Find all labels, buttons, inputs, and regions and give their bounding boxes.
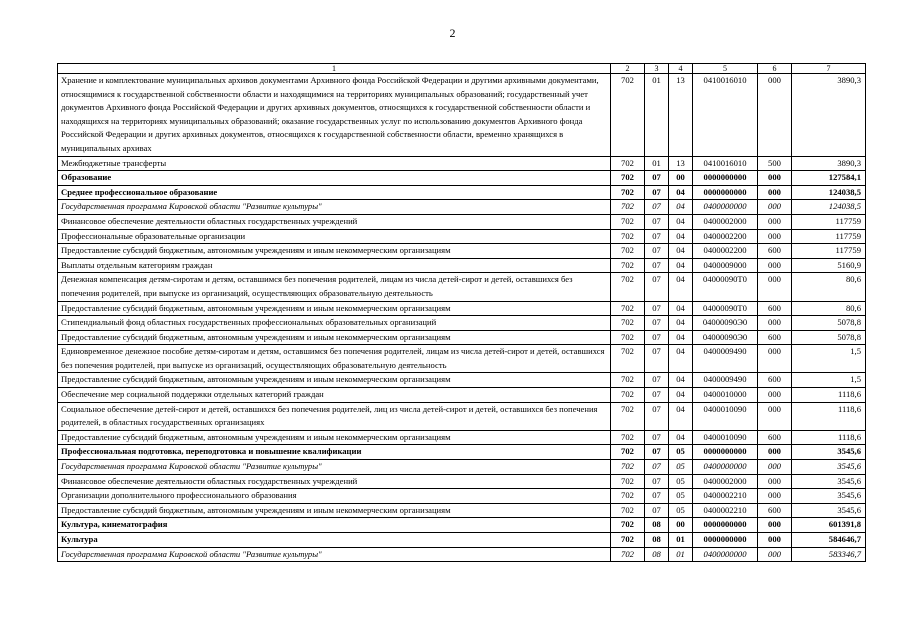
expense-type-cell: 000	[758, 171, 792, 186]
amount-cell: 1118,6	[792, 402, 866, 430]
department-code-cell: 702	[611, 316, 645, 331]
section-code-cell: 08	[645, 518, 669, 533]
department-code-cell: 702	[611, 185, 645, 200]
table-row	[58, 518, 866, 533]
department-code-cell: 702	[611, 273, 645, 301]
target-article-cell: 0400002210	[693, 503, 758, 518]
item-name-cell: Культура	[58, 533, 611, 548]
amount-cell: 124038,5	[792, 200, 866, 215]
item-name-cell: Государственная программа Кировской области "Развитие культуры"	[58, 460, 611, 475]
item-name-cell: Предоставление субсидий бюджетным, автономным учреждениям и иным некоммерческим организациям	[58, 301, 611, 316]
target-article-cell: 0000000000	[693, 445, 758, 460]
section-code-cell: 07	[645, 200, 669, 215]
section-code-cell: 07	[645, 330, 669, 345]
amount-cell: 117759	[792, 244, 866, 259]
item-name-cell: Организации дополнительного профессионального образования	[58, 489, 611, 504]
expense-type-cell: 600	[758, 373, 792, 388]
page-number: 2	[449, 26, 456, 40]
table-row	[58, 214, 866, 229]
expense-type-cell: 000	[758, 547, 792, 562]
expense-type-cell: 000	[758, 460, 792, 475]
amount-cell: 1,5	[792, 373, 866, 388]
table-row	[58, 489, 866, 504]
subsection-code-cell: 13	[669, 156, 693, 171]
target-article-cell: 0400002000	[693, 474, 758, 489]
expense-type-cell: 600	[758, 330, 792, 345]
department-code-cell: 702	[611, 402, 645, 430]
expense-type-cell: 000	[758, 402, 792, 430]
table-row	[58, 547, 866, 562]
budget-table	[57, 63, 866, 562]
amount-cell: 80,6	[792, 273, 866, 301]
section-code-cell: 07	[645, 345, 669, 373]
department-code-cell: 702	[611, 244, 645, 259]
amount-cell: 3890,3	[792, 156, 866, 171]
section-code-cell: 07	[645, 503, 669, 518]
subsection-code-cell: 04	[669, 229, 693, 244]
subsection-code-cell: 04	[669, 373, 693, 388]
section-code-cell: 07	[645, 373, 669, 388]
section-code-cell: 07	[645, 445, 669, 460]
header-cell: 2	[611, 64, 645, 74]
target-article-cell: 0410016010	[693, 74, 758, 157]
expense-type-cell: 000	[758, 345, 792, 373]
expense-type-cell: 000	[758, 214, 792, 229]
subsection-code-cell: 04	[669, 345, 693, 373]
item-name-cell: Образование	[58, 171, 611, 186]
item-name-cell: Денежная компенсация детям-сиротам и детям, оставшимся без попечения родителей, лицам из числа детей-сирот и детей, оставшихся без попечения родителей, при выпуске из организаций, осуществляющих образовательную деятельность	[58, 273, 611, 301]
table-row	[58, 171, 866, 186]
subsection-code-cell: 04	[669, 301, 693, 316]
department-code-cell: 702	[611, 430, 645, 445]
section-code-cell: 07	[645, 171, 669, 186]
table-row	[58, 445, 866, 460]
item-name-cell: Межбюджетные трансферты	[58, 156, 611, 171]
section-code-cell: 08	[645, 547, 669, 562]
subsection-code-cell: 01	[669, 533, 693, 548]
subsection-code-cell: 04	[669, 244, 693, 259]
expense-type-cell: 000	[758, 445, 792, 460]
expense-type-cell: 000	[758, 273, 792, 301]
target-article-cell: 0400000000	[693, 200, 758, 215]
item-name-cell: Стипендиальный фонд областных государственных профессиональных образовательных организаций	[58, 316, 611, 331]
amount-cell: 1118,6	[792, 388, 866, 403]
item-name-cell: Государственная программа Кировской области "Развитие культуры"	[58, 547, 611, 562]
target-article-cell: 0400010000	[693, 388, 758, 403]
subsection-code-cell: 04	[669, 430, 693, 445]
amount-cell: 80,6	[792, 301, 866, 316]
department-code-cell: 702	[611, 373, 645, 388]
section-code-cell: 07	[645, 185, 669, 200]
item-name-cell: Предоставление субсидий бюджетным, автономным учреждениям и иным некоммерческим организациям	[58, 244, 611, 259]
header-cell: 3	[645, 64, 669, 74]
table-row	[58, 258, 866, 273]
department-code-cell: 702	[611, 301, 645, 316]
amount-cell: 1,5	[792, 345, 866, 373]
department-code-cell: 702	[611, 445, 645, 460]
subsection-code-cell: 04	[669, 214, 693, 229]
department-code-cell: 702	[611, 171, 645, 186]
table-row	[58, 503, 866, 518]
subsection-code-cell: 04	[669, 316, 693, 331]
target-article-cell: 0000000000	[693, 518, 758, 533]
amount-cell: 601391,8	[792, 518, 866, 533]
header-cell: 4	[669, 64, 693, 74]
subsection-code-cell: 05	[669, 460, 693, 475]
expense-type-cell: 000	[758, 229, 792, 244]
item-name-cell: Среднее профессиональное образование	[58, 185, 611, 200]
subsection-code-cell: 05	[669, 489, 693, 504]
table-body	[58, 64, 866, 562]
table-row	[58, 301, 866, 316]
amount-cell: 124038,5	[792, 185, 866, 200]
subsection-code-cell: 05	[669, 445, 693, 460]
subsection-code-cell: 00	[669, 518, 693, 533]
header-cell: 5	[693, 64, 758, 74]
department-code-cell: 702	[611, 74, 645, 157]
item-name-cell: Единовременное денежное пособие детям-сиротам и детям, оставшимся без попечения родителей, лицам из числа детей-сирот и детей, оставшихся без попечения родителей, при выпуске из организаций, осуществляющих образовательную деятельность	[58, 345, 611, 373]
section-code-cell: 01	[645, 156, 669, 171]
department-code-cell: 702	[611, 474, 645, 489]
target-article-cell: 04000090Т0	[693, 273, 758, 301]
expense-type-cell: 600	[758, 503, 792, 518]
target-article-cell: 0000000000	[693, 185, 758, 200]
amount-cell: 117759	[792, 229, 866, 244]
subsection-code-cell: 04	[669, 200, 693, 215]
section-code-cell: 01	[645, 74, 669, 157]
amount-cell: 3545,6	[792, 489, 866, 504]
table-row	[58, 533, 866, 548]
target-article-cell: 0400002200	[693, 229, 758, 244]
section-code-cell: 07	[645, 214, 669, 229]
target-article-cell: 0000000000	[693, 171, 758, 186]
table-row	[58, 474, 866, 489]
section-code-cell: 07	[645, 229, 669, 244]
amount-cell: 127584,1	[792, 171, 866, 186]
subsection-code-cell: 00	[669, 171, 693, 186]
target-article-cell: 0400009490	[693, 345, 758, 373]
amount-cell: 3545,6	[792, 460, 866, 475]
section-code-cell: 07	[645, 430, 669, 445]
table-row	[58, 244, 866, 259]
section-code-cell: 07	[645, 402, 669, 430]
expense-type-cell: 000	[758, 518, 792, 533]
expense-type-cell: 500	[758, 156, 792, 171]
section-code-cell: 07	[645, 244, 669, 259]
table-row	[58, 74, 866, 157]
target-article-cell: 0000000000	[693, 533, 758, 548]
department-code-cell: 702	[611, 345, 645, 373]
item-name-cell: Предоставление субсидий бюджетным, автономным учреждениям и иным некоммерческим организациям	[58, 330, 611, 345]
target-article-cell: 0410016010	[693, 156, 758, 171]
table-row	[58, 273, 866, 301]
section-code-cell: 07	[645, 460, 669, 475]
table-row	[58, 185, 866, 200]
expense-type-cell: 000	[758, 489, 792, 504]
section-code-cell: 08	[645, 533, 669, 548]
amount-cell: 584646,7	[792, 533, 866, 548]
subsection-code-cell: 04	[669, 273, 693, 301]
section-code-cell: 07	[645, 474, 669, 489]
table-row	[58, 402, 866, 430]
expense-type-cell: 000	[758, 388, 792, 403]
header-cell: 7	[792, 64, 866, 74]
header-cell: 6	[758, 64, 792, 74]
item-name-cell: Выплаты отдельным категориям граждан	[58, 258, 611, 273]
target-article-cell: 04000090Т0	[693, 301, 758, 316]
department-code-cell: 702	[611, 518, 645, 533]
expense-type-cell: 600	[758, 244, 792, 259]
department-code-cell: 702	[611, 388, 645, 403]
section-code-cell: 07	[645, 388, 669, 403]
target-article-cell: 0400000000	[693, 547, 758, 562]
subsection-code-cell: 13	[669, 74, 693, 157]
amount-cell: 3545,6	[792, 474, 866, 489]
target-article-cell: 0400010090	[693, 402, 758, 430]
subsection-code-cell: 04	[669, 330, 693, 345]
item-name-cell: Предоставление субсидий бюджетным, автономным учреждениям и иным некоммерческим организациям	[58, 430, 611, 445]
target-article-cell: 0400002200	[693, 244, 758, 259]
section-code-cell: 07	[645, 316, 669, 331]
amount-cell: 3545,6	[792, 445, 866, 460]
target-article-cell: 0400010090	[693, 430, 758, 445]
table-row	[58, 330, 866, 345]
table-row	[58, 156, 866, 171]
expense-type-cell: 000	[758, 474, 792, 489]
table-row	[58, 388, 866, 403]
target-article-cell: 0400002000	[693, 214, 758, 229]
table-row	[58, 460, 866, 475]
table-row	[58, 316, 866, 331]
section-code-cell: 07	[645, 301, 669, 316]
section-code-cell: 07	[645, 489, 669, 504]
amount-cell: 583346,7	[792, 547, 866, 562]
subsection-code-cell: 04	[669, 185, 693, 200]
amount-cell: 5160,9	[792, 258, 866, 273]
target-article-cell: 0400000000	[693, 460, 758, 475]
expense-type-cell: 000	[758, 74, 792, 157]
amount-cell: 5078,8	[792, 316, 866, 331]
item-name-cell: Хранение и комплектование муниципальных архивов документами Архивного фонда Российской Федерации и другими архивными документами, относящимися к государственной собственности области и находящимися на территориях муниципальных образований; государственный учет документов Архивного фонда Российской Федерации и других архивных документов, относящихся к государственной собственности области и находящихся на территориях муниципальных образований; оказание государственных услуг по использованию документов Архивного фонда Российской Федерации и других архивных документов, относящихся к государственной собственности области, временно хранящихся в муниципальных архивах	[58, 74, 611, 157]
department-code-cell: 702	[611, 258, 645, 273]
expense-type-cell: 000	[758, 185, 792, 200]
header-cell: 1	[58, 64, 611, 74]
item-name-cell: Предоставление субсидий бюджетным, автономным учреждениям и иным некоммерческим организациям	[58, 373, 611, 388]
target-article-cell: 0400009490	[693, 373, 758, 388]
item-name-cell: Финансовое обеспечение деятельности областных государственных учреждений	[58, 474, 611, 489]
expense-type-cell: 000	[758, 533, 792, 548]
expense-type-cell: 000	[758, 258, 792, 273]
table-row	[58, 200, 866, 215]
target-article-cell: 04000090Э0	[693, 330, 758, 345]
amount-cell: 1118,6	[792, 430, 866, 445]
table-row	[58, 229, 866, 244]
department-code-cell: 702	[611, 200, 645, 215]
subsection-code-cell: 05	[669, 503, 693, 518]
item-name-cell: Обеспечение мер социальной поддержки отдельных категорий граждан	[58, 388, 611, 403]
department-code-cell: 702	[611, 533, 645, 548]
department-code-cell: 702	[611, 547, 645, 562]
expense-type-cell: 600	[758, 430, 792, 445]
subsection-code-cell: 01	[669, 547, 693, 562]
subsection-code-cell: 04	[669, 388, 693, 403]
department-code-cell: 702	[611, 156, 645, 171]
item-name-cell: Профессиональная подготовка, переподготовка и повышение квалификации	[58, 445, 611, 460]
expense-type-cell: 000	[758, 316, 792, 331]
department-code-cell: 702	[611, 460, 645, 475]
item-name-cell: Финансовое обеспечение деятельности областных государственных учреждений	[58, 214, 611, 229]
target-article-cell: 0400009000	[693, 258, 758, 273]
department-code-cell: 702	[611, 503, 645, 518]
item-name-cell: Профессиональные образовательные организации	[58, 229, 611, 244]
amount-cell: 117759	[792, 214, 866, 229]
expense-type-cell: 000	[758, 200, 792, 215]
section-code-cell: 07	[645, 258, 669, 273]
amount-cell: 3890,3	[792, 74, 866, 157]
amount-cell: 5078,8	[792, 330, 866, 345]
item-name-cell: Культура, кинематография	[58, 518, 611, 533]
department-code-cell: 702	[611, 330, 645, 345]
amount-cell: 3545,6	[792, 503, 866, 518]
target-article-cell: 04000090Э0	[693, 316, 758, 331]
table-header-row	[58, 64, 866, 74]
expense-type-cell: 600	[758, 301, 792, 316]
table-row	[58, 345, 866, 373]
item-name-cell: Государственная программа Кировской области "Развитие культуры"	[58, 200, 611, 215]
table-row	[58, 430, 866, 445]
subsection-code-cell: 05	[669, 474, 693, 489]
section-code-cell: 07	[645, 273, 669, 301]
subsection-code-cell: 04	[669, 402, 693, 430]
table-row	[58, 373, 866, 388]
item-name-cell: Предоставление субсидий бюджетным, автономным учреждениям и иным некоммерческим организациям	[58, 503, 611, 518]
department-code-cell: 702	[611, 489, 645, 504]
subsection-code-cell: 04	[669, 258, 693, 273]
department-code-cell: 702	[611, 229, 645, 244]
item-name-cell: Социальное обеспечение детей-сирот и детей, оставшихся без попечения родителей, лиц из числа детей-сирот и детей, оставшихся без попечения родителей, в областных государственных организациях	[58, 402, 611, 430]
target-article-cell: 0400002210	[693, 489, 758, 504]
department-code-cell: 702	[611, 214, 645, 229]
